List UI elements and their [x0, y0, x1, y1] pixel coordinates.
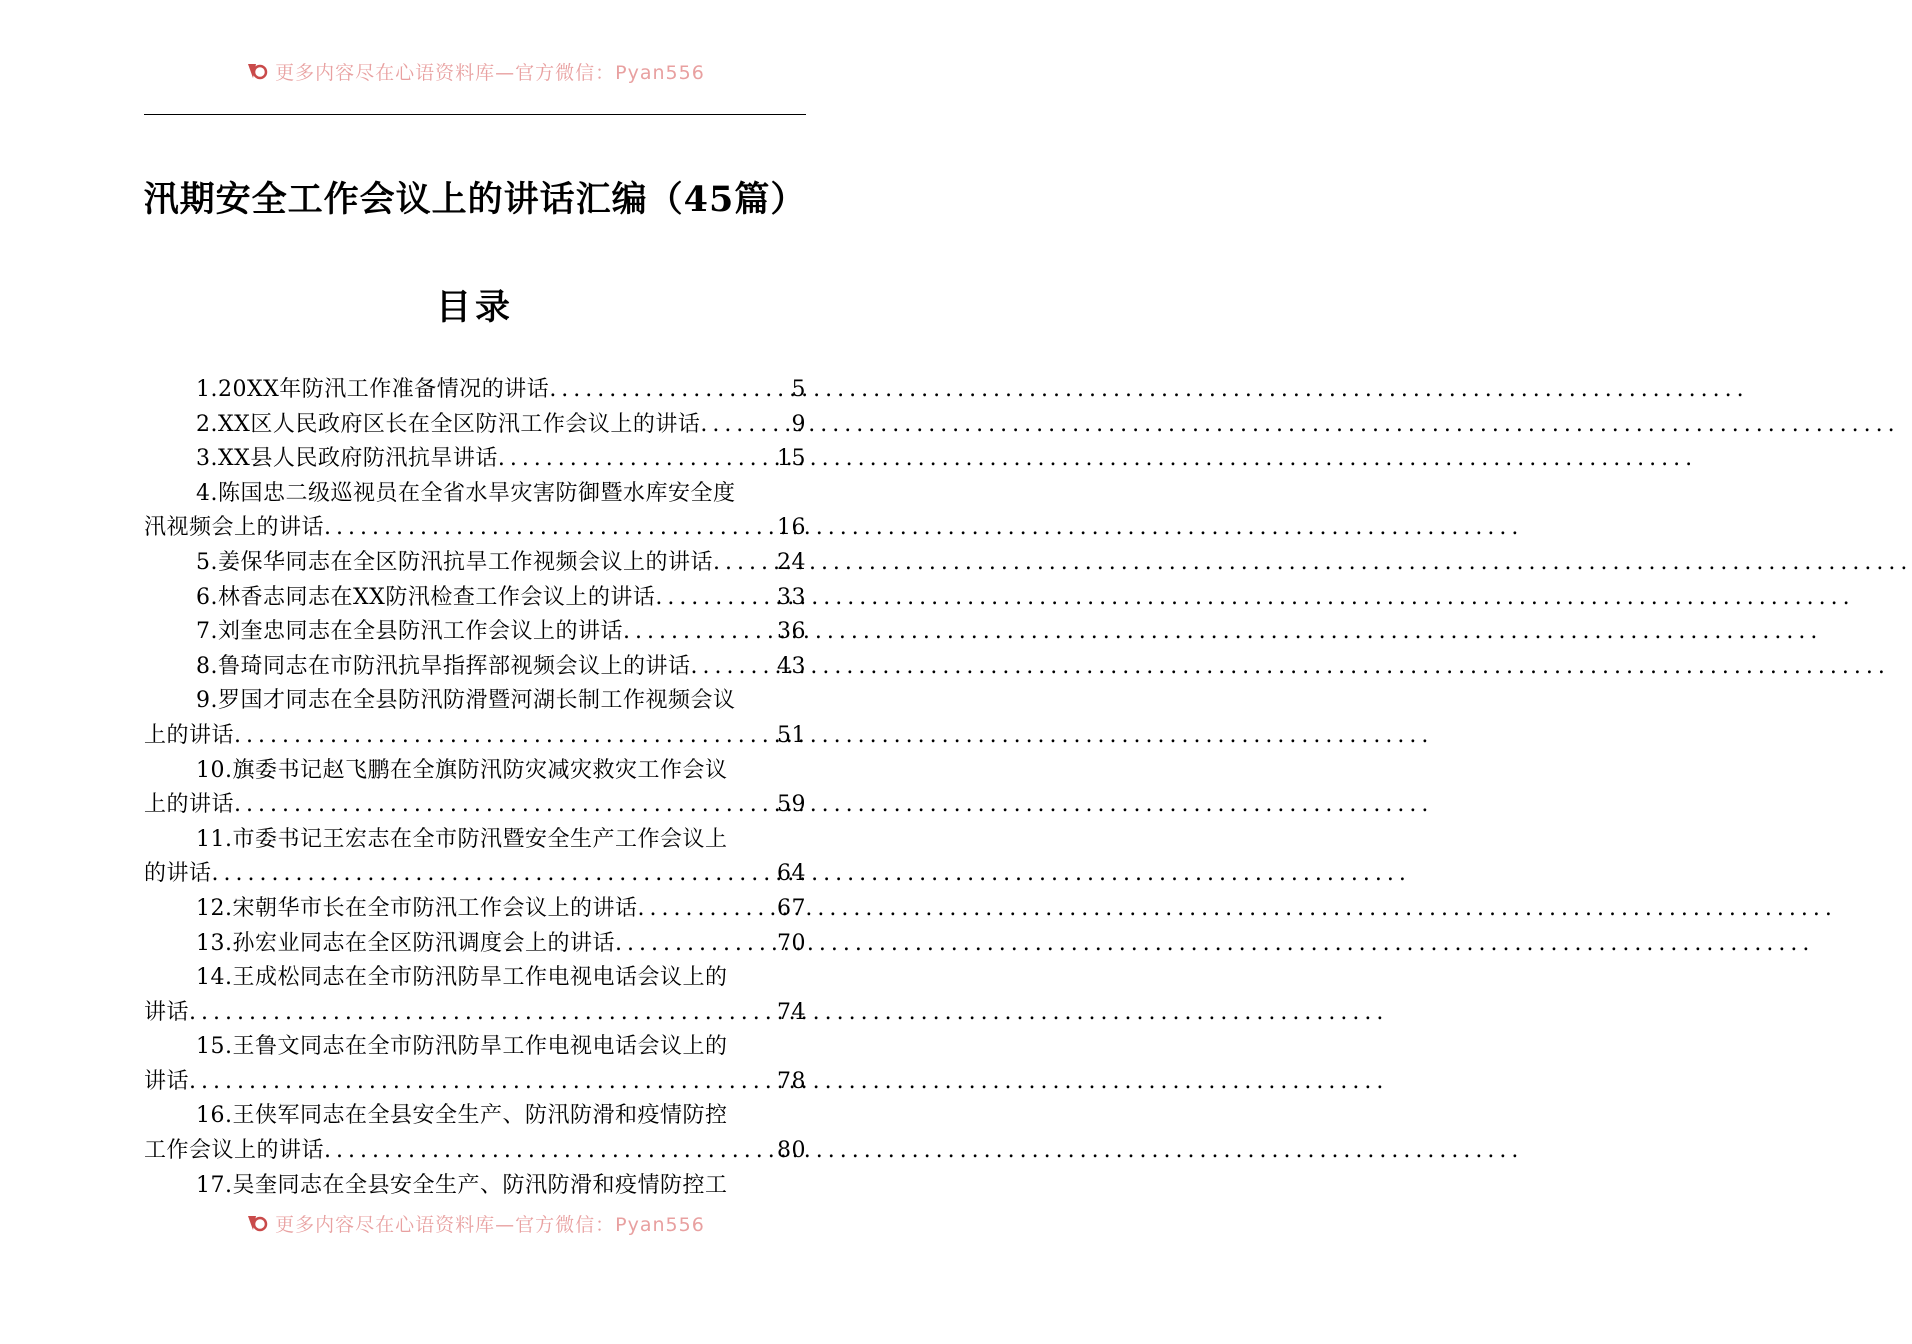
toc-page-number: 74: [777, 999, 806, 1025]
toc-entry-title: 4.陈国忠二级巡视员在全省水旱灾害防御暨水库安全度: [196, 480, 736, 506]
toc-leader-dots: [655, 581, 777, 616]
toc-entry-continuation[interactable]: [144, 719, 806, 754]
toc-entry-title: 16.王侠军同志在全县安全生产、防汛防滑和疫情防控: [196, 1103, 728, 1129]
toc-page-number: 24: [777, 549, 806, 575]
toc-page-number: 64: [777, 861, 806, 887]
toc-entry[interactable]: [144, 927, 806, 962]
toc-entry-title: 12.宋朝华市长在全市防汛工作会议上的讲话: [196, 895, 638, 921]
toc-entry[interactable]: [144, 615, 806, 650]
toc-entry-title: 1.20XX年防汛工作准备情况的讲话: [196, 377, 550, 402]
toc-leader-dots: [234, 788, 777, 823]
toc-leader-dots: [234, 719, 777, 754]
toc-entry-title: 5.姜保华同志在全区防汛抗旱工作视频会议上的讲话: [196, 549, 713, 575]
toc-page-number: 78: [777, 1068, 806, 1094]
toc-entry-title: 汛视频会上的讲话: [144, 515, 325, 541]
toc-page-number: 67: [777, 895, 806, 921]
toc-leader-dots: [691, 650, 778, 685]
toc-entry-continuation[interactable]: [144, 788, 806, 823]
toc-entry[interactable]: [144, 581, 806, 616]
toc-entry-title: 7.刘奎忠同志在全县防汛工作会议上的讲话: [196, 619, 623, 645]
toc-page-number: 36: [777, 619, 806, 645]
toc-entry-continuation[interactable]: [144, 996, 806, 1031]
toc-page-number: 33: [777, 584, 806, 610]
logo-icon: [245, 60, 269, 82]
toc-entry-title: 上的讲话: [144, 792, 235, 818]
toc-entry[interactable]: [144, 684, 806, 719]
toc-leader-dots: [549, 373, 791, 408]
toc-entry[interactable]: [144, 408, 806, 443]
toc-entry[interactable]: [144, 1099, 806, 1134]
toc-leader-dots: [615, 927, 777, 962]
toc-entry[interactable]: [144, 477, 806, 512]
toc-entry-title: 2.XX区人民政府区长在全区防汛工作会议上的讲话: [196, 411, 701, 437]
toc-leader-dots: [498, 442, 777, 477]
toc-entry-continuation[interactable]: [144, 1065, 806, 1100]
toc-entry[interactable]: [144, 754, 806, 789]
toc-entry-title: 的讲话: [144, 861, 212, 887]
toc-entry[interactable]: [144, 892, 806, 927]
toc-entry-title: 讲话: [144, 999, 190, 1025]
toc-leader-dots: [713, 546, 777, 581]
toc-entry-title: 15.王鲁文同志在全市防汛防旱工作电视电话会议上的: [196, 1034, 728, 1060]
toc-entry[interactable]: [144, 546, 806, 581]
watermark-header: [0, 56, 950, 86]
toc-entry-title: 10.旗委书记赵飞鹏在全旗防汛防灾减灾救灾工作会议: [196, 757, 728, 783]
watermark-text: 更多内容尽在心语资料库—官方微信：Pyan556: [275, 1213, 705, 1236]
toc-entry-title: 工作会议上的讲话: [144, 1138, 325, 1164]
toc-page-number: 70: [777, 930, 806, 956]
toc-entry-title: 14.王成松同志在全市防汛防旱工作电视电话会议上的: [196, 965, 728, 991]
toc-leader-dots: [623, 615, 777, 650]
toc-entry-title: 上的讲话: [144, 722, 235, 748]
toc-entry[interactable]: [144, 650, 806, 685]
toc-entry[interactable]: [144, 1169, 806, 1204]
toc-entry-title: 9.罗国才同志在全县防汛防滑暨河湖长制工作视频会议: [196, 688, 736, 714]
watermark-footer: [0, 1208, 950, 1238]
toc-page-number: 16: [777, 515, 806, 541]
toc-entry-title: 17.吴奎同志在全县安全生产、防汛防滑和疫情防控工: [196, 1172, 728, 1198]
toc-leader-dots: [638, 892, 778, 927]
toc-page-number: 5: [791, 377, 806, 402]
toc-entry-title: 8.鲁琦同志在市防汛抗旱指挥部视频会议上的讲话: [196, 653, 691, 679]
toc-page-number: 51: [777, 722, 806, 748]
logo-icon: [245, 1212, 269, 1234]
toc-entry-continuation[interactable]: [144, 511, 806, 546]
toc-leader-dots: [700, 408, 791, 443]
toc-page-number: 9: [791, 411, 806, 437]
toc-heading: 目录: [435, 287, 514, 328]
toc-page-number: 15: [777, 446, 806, 472]
toc-entry[interactable]: [144, 442, 806, 477]
toc-entry-title: 11.市委书记王宏志在全市防汛暨安全生产工作会议上: [196, 826, 728, 852]
toc-page-number: 43: [777, 653, 806, 679]
toc-entry[interactable]: [144, 961, 806, 996]
toc-entry-title: 6.林香志同志在XX防汛检查工作会议上的讲话: [196, 584, 656, 610]
toc-entry-continuation[interactable]: [144, 1134, 806, 1169]
toc-entry-title: 3.XX县人民政府防汛抗旱讲话: [196, 446, 498, 472]
toc-entry[interactable]: [144, 373, 806, 408]
toc-leader-dots: [324, 511, 777, 546]
document-title: 汛期安全工作会议上的讲话汇编（45篇）: [143, 179, 807, 220]
toc-leader-dots: [324, 1134, 777, 1169]
watermark-text: 更多内容尽在心语资料库—官方微信：Pyan556: [275, 61, 705, 84]
toc-entry[interactable]: [144, 823, 806, 858]
table-of-contents: [144, 373, 806, 1203]
toc-leader-dots: [189, 996, 777, 1031]
toc-entry-continuation[interactable]: [144, 857, 806, 892]
toc-entry[interactable]: [144, 1030, 806, 1065]
header-rule: [144, 114, 806, 115]
toc-page-number: 80: [777, 1138, 806, 1164]
toc-entry-title: 讲话: [144, 1068, 190, 1094]
toc-page-number: 59: [777, 792, 806, 818]
toc-entry-title: 13.孙宏业同志在全区防汛调度会上的讲话: [196, 930, 615, 956]
toc-leader-dots: [212, 857, 777, 892]
toc-leader-dots: [189, 1065, 777, 1100]
